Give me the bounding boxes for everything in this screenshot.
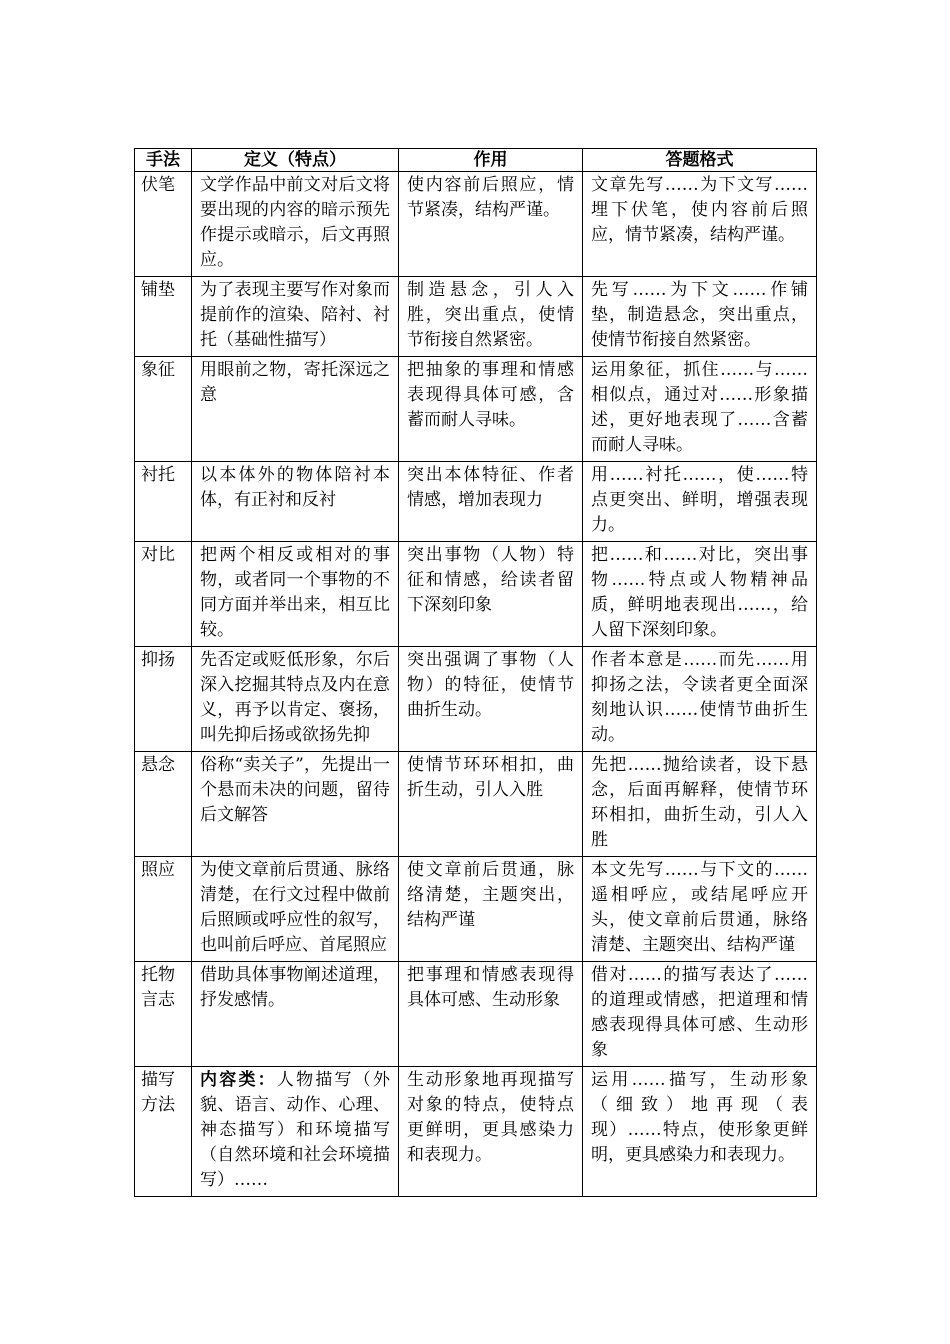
answer-format-cell: 借对……的描写表达了……的道理或情感，把道理和情感表现得具体可感、生动形象	[583, 962, 817, 1067]
effect-cell: 使内容前后照应，情节紧凑，结构严谨。	[399, 172, 583, 277]
definition-cell	[192, 647, 399, 752]
answer-format-cell: 用……衬托……，使……特点更突出、鲜明，增强表现力。	[583, 462, 817, 542]
answer-format-cell: 运用……描写，生动形象（细致）地再现（表现）……特点，使形象更鲜明，更具感染力和表现力。	[583, 1067, 817, 1197]
definition-text: 把两个相反或相对的事物，或者同一个事物的不同方面并举出来，相互比较。	[200, 545, 390, 640]
effect-cell: 突出强调了事物（人物）的特征，使情节曲折生动。	[399, 647, 583, 752]
table-row	[135, 357, 817, 462]
definition-cell	[192, 172, 399, 277]
definition-cell	[192, 752, 399, 857]
table-body	[135, 172, 817, 1197]
definition-lead: 内容类：	[200, 1070, 277, 1090]
effect-cell: 突出事物（人物）特征和情感，给读者留下深刻印象	[399, 542, 583, 647]
answer-format-cell: 把……和……对比，突出事物……特点或人物精神品质，鲜明地表现出……，给人留下深刻印象。	[583, 542, 817, 647]
definition-text: 用眼前之物，寄托深远之意	[200, 360, 390, 405]
definition-text: 人物描写（外貌、语言、动作、心理、神态描写）和环境描写（自然环境和社会环境描写）……	[200, 1070, 391, 1190]
definition-cell	[192, 357, 399, 462]
definition-text: 以本体外的物体陪衬本体，有正衬和反衬	[200, 465, 390, 510]
technique-name: 托物言志	[135, 962, 192, 1067]
definition-cell	[192, 962, 399, 1067]
definition-cell	[192, 857, 399, 962]
effect-cell: 制造悬念，引人入胜，突出重点，使情节衔接自然紧密。	[399, 277, 583, 357]
answer-format-cell: 本文先写……与下文的……遥相呼应，或结尾呼应开头，使文章前后贯通，脉络清楚、主题突出、结构严谨	[583, 857, 817, 962]
effect-cell: 生动形象地再现描写对象的特点，使特点更鲜明，更具感染力和表现力。	[399, 1067, 583, 1197]
effect-cell: 使情节环环相扣，曲折生动，引人入胜	[399, 752, 583, 857]
answer-format-cell: 先把……抛给读者，设下悬念，后面再解释，使情节环环相扣，曲折生动，引人入胜	[583, 752, 817, 857]
table-row	[135, 277, 817, 357]
technique-name: 抑扬	[135, 647, 192, 752]
definition-text: 借助具体事物阐述道理，抒发感情。	[200, 965, 390, 1010]
answer-format-cell: 作者本意是……而先……用抑扬之法，令读者更全面深刻地认识……使情节曲折生动。	[583, 647, 817, 752]
technique-name: 铺垫	[135, 277, 192, 357]
header-technique: 手法	[135, 149, 192, 172]
definition-cell	[192, 462, 399, 542]
table-row	[135, 752, 817, 857]
table-row	[135, 1067, 817, 1197]
table-row	[135, 172, 817, 277]
answer-format-cell: 先写……为下文……作铺垫，制造悬念，突出重点，使情节衔接自然紧密。	[583, 277, 817, 357]
technique-name: 照应	[135, 857, 192, 962]
technique-name: 伏笔	[135, 172, 192, 277]
definition-text: 为使文章前后贯通、脉络清楚，在行文过程中做前后照顾或呼应性的叙写，也叫前后呼应、首尾照应	[200, 860, 390, 955]
technique-name: 对比	[135, 542, 192, 647]
header-answer-format: 答题格式	[583, 149, 817, 172]
table-row	[135, 647, 817, 752]
header-effect: 作用	[399, 149, 583, 172]
technique-name: 象征	[135, 357, 192, 462]
table-row	[135, 462, 817, 542]
header-definition: 定义（特点）	[192, 149, 399, 172]
definition-text: 先否定或贬低形象，尔后深入挖掘其特点及内在意义，再予以肯定、褒扬，叫先抑后扬或欲扬先抑	[200, 650, 390, 745]
effect-cell: 使文章前后贯通，脉络清楚，主题突出，结构严谨	[399, 857, 583, 962]
techniques-table	[134, 148, 817, 1197]
definition-cell	[192, 277, 399, 357]
definition-cell	[192, 1067, 399, 1197]
effect-cell: 把事理和情感表现得具体可感、生动形象	[399, 962, 583, 1067]
technique-name: 悬念	[135, 752, 192, 857]
definition-text: 文学作品中前文对后文将要出现的内容的暗示预先作提示或暗示，后文再照应。	[200, 175, 390, 270]
answer-format-cell: 运用象征，抓住……与……相似点，通过对……形象描述，更好地表现了……含蓄而耐人寻味。	[583, 357, 817, 462]
table-row	[135, 857, 817, 962]
definition-cell	[192, 542, 399, 647]
effect-cell: 突出本体特征、作者情感，增加表现力	[399, 462, 583, 542]
technique-name: 描写方法	[135, 1067, 192, 1197]
table-header-row	[135, 149, 817, 172]
table-row	[135, 962, 817, 1067]
effect-cell: 把抽象的事理和情感表现得具体可感，含蓄而耐人寻味。	[399, 357, 583, 462]
technique-name: 衬托	[135, 462, 192, 542]
definition-text: 为了表现主要写作对象而提前作的渲染、陪衬、衬托（基础性描写）	[200, 280, 390, 350]
table-row	[135, 542, 817, 647]
answer-format-cell: 文章先写……为下文写……埋下伏笔，使内容前后照应，情节紧凑，结构严谨。	[583, 172, 817, 277]
definition-text: 俗称“卖关子”，先提出一个悬而未决的问题，留待后文解答	[200, 755, 390, 825]
